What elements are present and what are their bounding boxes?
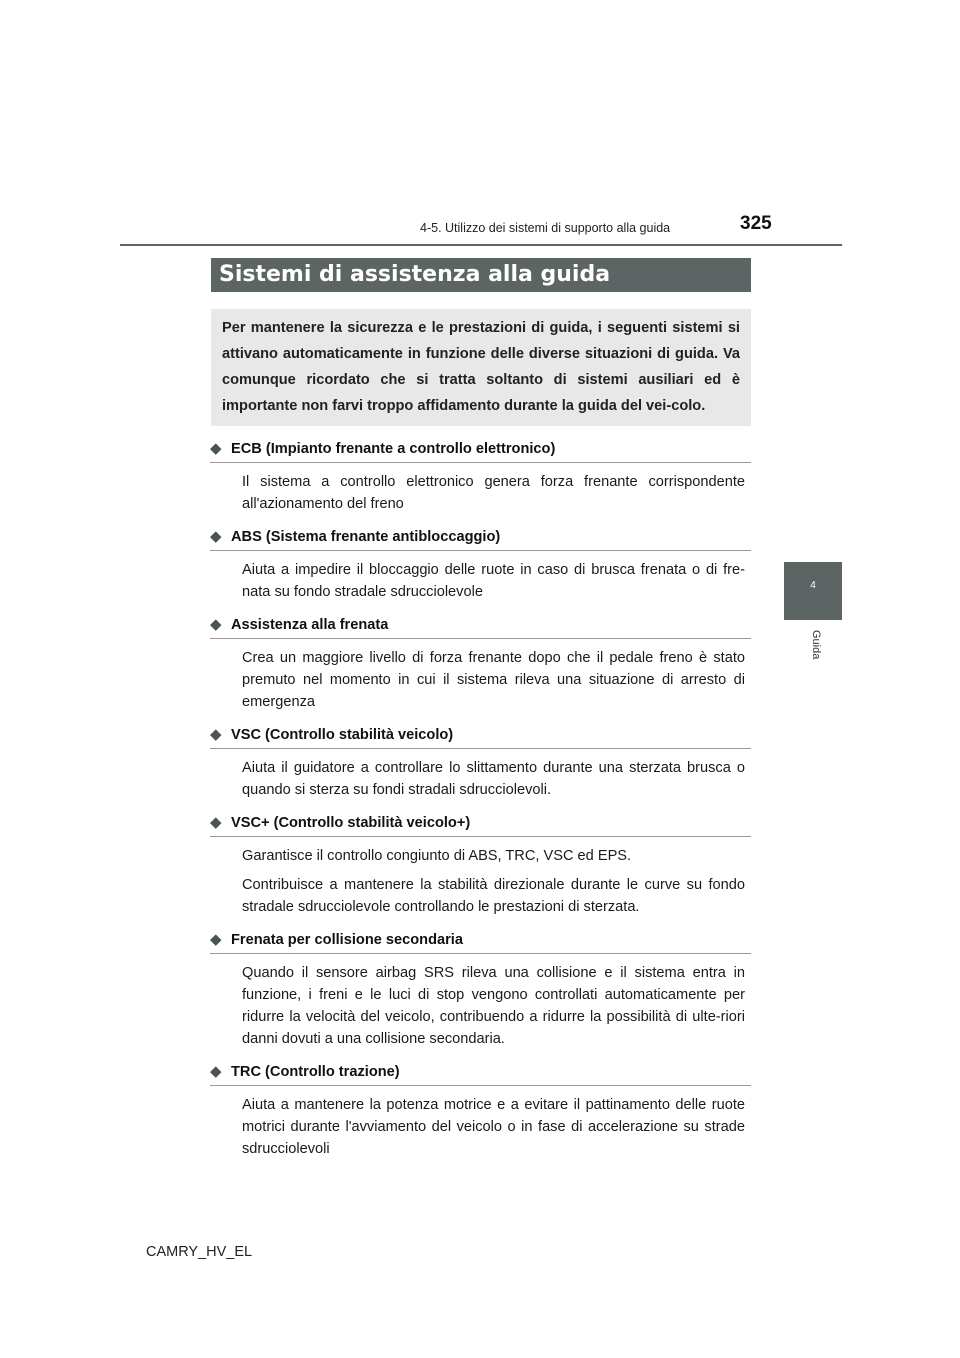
section-heading-text: Assistenza alla frenata <box>231 617 389 633</box>
section-heading-text: VSC (Controllo stabilità veicolo) <box>231 727 454 743</box>
section-heading-text: Frenata per collisione secondaria <box>231 932 463 948</box>
diamond-bullet-icon: ◆ <box>210 616 222 633</box>
document-code: CAMRY_HV_EL <box>146 1244 253 1260</box>
section-vsc <box>210 722 751 801</box>
intro-text: Per mantenere la sicurezza e le prestazioni di guida, i seguenti sistemi si attivano automaticamente in funzione delle diverse situazioni di guida. Va comunque ricordato che si tratta soltanto di sistemi ausiliari ed è importante non farvi troppo affidamento durante la guida del vei-colo. <box>222 320 740 414</box>
section-paragraph: Garantisce il controllo congiunto di ABS, TRC, VSC ed EPS. <box>242 848 632 864</box>
section-paragraph: Contribuisce a mantenere la stabilità direzionale durante le curve su fondo stradale sdrucciolevole controllando le prestazioni di sterzata. <box>242 877 745 915</box>
diamond-bullet-icon: ◆ <box>210 726 222 743</box>
chapter-tab <box>784 562 842 620</box>
section-heading <box>210 810 751 837</box>
section-brake-assist <box>210 612 751 713</box>
chapter-header: 4-5. Utilizzo dei sistemi di supporto alla guida <box>420 221 671 235</box>
section-heading-text: ABS (Sistema frenante antibloccaggio) <box>231 529 501 545</box>
section-vsc-plus <box>210 810 751 918</box>
section-heading <box>210 612 751 639</box>
header-rule <box>120 244 842 246</box>
section-heading <box>210 1059 751 1086</box>
section-paragraph: Crea un maggiore livello di forza frenante dopo che il pedale freno è stato premuto nel momento in cui il sistema rileva una situazione di arresto di emergenza <box>242 650 745 710</box>
section-paragraph: Aiuta il guidatore a controllare lo slittamento durante una sterzata brusca o quando si sterza su fondi stradali sdrucciolevoli. <box>242 760 745 798</box>
section-title: Sistemi di assistenza alla guida <box>211 258 751 292</box>
chapter-tab-number: 4 <box>810 580 816 591</box>
content <box>210 436 751 1160</box>
page-number: 325 <box>740 213 772 234</box>
section-ecb <box>210 436 751 515</box>
diamond-bullet-icon: ◆ <box>210 1063 222 1080</box>
section-heading <box>210 524 751 551</box>
section-trc <box>210 1059 751 1160</box>
chapter-tab-label: Guida <box>810 630 822 660</box>
section-secondary-collision <box>210 927 751 1050</box>
section-paragraph: Aiuta a mantenere la potenza motrice e a evitare il pattinamento delle ruote motrici durante l'avviamento del veicolo o in fase di accelerazione su strade sdrucciolevoli <box>242 1097 745 1157</box>
section-heading-text: ECB (Impianto frenante a controllo elettronico) <box>231 441 556 457</box>
intro-box <box>211 309 751 426</box>
diamond-bullet-icon: ◆ <box>210 528 222 545</box>
section-heading <box>210 722 751 749</box>
diamond-bullet-icon: ◆ <box>210 814 222 831</box>
section-heading <box>210 436 751 463</box>
section-paragraph: Quando il sensore airbag SRS rileva una collisione e il sistema entra in funzione, i freni e le luci di stop vengono controllati automaticamente per ridurre la velocità del veicolo, contribuendo a ridurre la possibilità di ulte-riori danni dovuti a una collisione secondaria. <box>242 965 745 1047</box>
section-heading <box>210 927 751 954</box>
section-paragraph: Il sistema a controllo elettronico genera forza frenante corrispondente all'azionamento del freno <box>242 474 745 512</box>
diamond-bullet-icon: ◆ <box>210 931 222 948</box>
section-heading-text: VSC+ (Controllo stabilità veicolo+) <box>231 815 471 831</box>
section-paragraph: Aiuta a impedire il bloccaggio delle ruote in caso di brusca frenata o di fre-nata su fondo stradale sdrucciolevole <box>242 562 745 600</box>
section-abs <box>210 524 751 603</box>
section-heading-text: TRC (Controllo trazione) <box>231 1064 400 1080</box>
diamond-bullet-icon: ◆ <box>210 440 222 457</box>
